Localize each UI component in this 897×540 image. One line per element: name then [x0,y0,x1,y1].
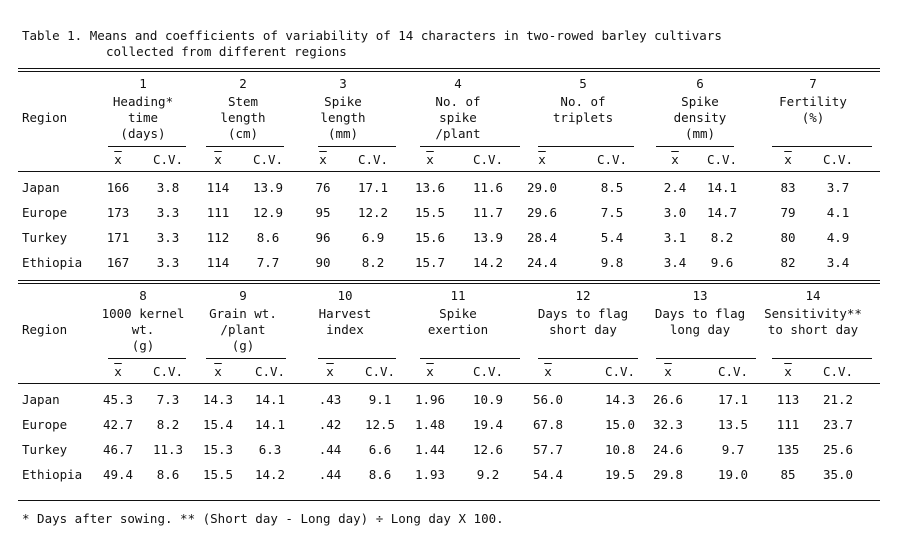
column-header-text: (%) [801,110,825,125]
cv-value: 8.6 [256,230,280,245]
column-number: 9 [239,288,247,303]
cv-label: C.V. [822,364,854,379]
cv-value: 4.1 [826,205,850,220]
mean-value: 56.0 [532,392,564,407]
region-name: Europe [22,417,68,432]
column-number: 3 [339,76,347,91]
mean-value: 24.6 [652,442,684,457]
mean-label: $\overline{x}$ [538,152,546,167]
column-header-text: density [673,110,727,125]
column-header-text: (cm) [227,126,259,141]
cv-value: 12.2 [357,205,389,220]
column-number: 5 [579,76,587,91]
mean-value: 15.5 [414,205,446,220]
cv-value: 10.8 [604,442,636,457]
mean-label: $\overline{x}$ [664,364,672,379]
mean-value: 111 [776,417,800,432]
column-header-text: Heading* [112,94,174,109]
cv-label: C.V. [822,152,854,167]
mean-label: $\overline{x}$ [114,152,122,167]
mean-value: 49.4 [102,467,134,482]
cv-label: C.V. [357,152,389,167]
mean-value: 79 [780,205,796,220]
cv-value: 19.4 [472,417,504,432]
table-top-rule-a [18,68,880,69]
mean-value: .43 [318,392,342,407]
mean-label: $\overline{x}$ [544,364,552,379]
column-group-underline [318,146,396,147]
mean-value: 114 [206,255,230,270]
column-header-text: (mm) [327,126,359,141]
cv-value: 10.9 [472,392,504,407]
cv-value: 7.3 [156,392,180,407]
cv-value: 9.8 [600,255,624,270]
cv-value: 8.6 [368,467,392,482]
column-header-text: 1000 kernel [101,306,185,321]
mean-value: 15.4 [202,417,234,432]
table-top-rule-b [18,283,880,284]
mean-value: 46.7 [102,442,134,457]
column-header-text: (mm) [684,126,716,141]
mean-value: 15.7 [414,255,446,270]
cv-value: 15.0 [604,417,636,432]
mean-value: 85 [780,467,796,482]
column-header-text: exertion [427,322,489,337]
mean-value: 96 [315,230,331,245]
mean-label: $\overline{x}$ [114,364,122,379]
mean-label: $\overline{x}$ [784,364,792,379]
cv-value: 9.1 [368,392,392,407]
cv-value: 9.2 [476,467,500,482]
cv-label: C.V. [152,364,184,379]
column-group-underline [420,146,520,147]
column-group-underline [420,358,520,359]
column-number: 7 [809,76,817,91]
mean-value: 45.3 [102,392,134,407]
cv-value: 35.0 [822,467,854,482]
mean-label: $\overline{x}$ [214,364,222,379]
mean-value: 83 [780,180,796,195]
mean-label: $\overline{x}$ [426,364,434,379]
cv-value: 9.6 [710,255,734,270]
cv-value: 19.0 [717,467,749,482]
column-header-text: Spike [324,94,362,109]
cv-value: 6.6 [368,442,392,457]
column-header-text: Days to flag [654,306,746,321]
mean-value: 171 [106,230,130,245]
mean-label: $\overline{x}$ [214,152,222,167]
column-group-underline [318,358,396,359]
cv-label: C.V. [604,364,636,379]
cv-value: 14.2 [254,467,286,482]
mean-value: 1.96 [414,392,446,407]
mean-label: $\overline{x}$ [784,152,792,167]
cv-value: 3.7 [826,180,850,195]
mean-value: 32.3 [652,417,684,432]
region-name: Ethiopia [22,467,83,482]
cv-label: C.V. [706,152,738,167]
cv-label: C.V. [472,364,504,379]
mean-value: 113 [776,392,800,407]
column-header-text: long day [669,322,731,337]
mean-value: 54.4 [532,467,564,482]
cv-value: 3.3 [156,255,180,270]
mean-value: 42.7 [102,417,134,432]
mean-value: 29.8 [652,467,684,482]
mean-value: .42 [318,417,342,432]
mean-value: 90 [315,255,331,270]
column-header-text: length [220,110,266,125]
region-name: Europe [22,205,68,220]
cv-value: 9.7 [721,442,745,457]
column-header-text: short day [549,322,617,337]
column-header-text: Fertility [779,94,847,109]
mean-value: 166 [106,180,130,195]
column-header-text: /plant [220,322,266,337]
cv-value: 13.9 [472,230,504,245]
column-group-underline [656,146,734,147]
region-name: Japan [22,180,60,195]
cv-label: C.V. [596,152,628,167]
column-number: 13 [692,288,708,303]
mean-value: 76 [315,180,331,195]
column-header-text: No. of [435,94,481,109]
column-number: 11 [450,288,466,303]
column-header-text: (days) [120,126,166,141]
cv-value: 17.1 [717,392,749,407]
column-header-text: to short day [767,322,859,337]
column-number: 12 [575,288,591,303]
cv-value: 3.4 [826,255,850,270]
mean-value: 1.44 [414,442,446,457]
mean-value: 95 [315,205,331,220]
mean-value: 29.6 [526,205,558,220]
table-caption-line2: collected from different regions [106,44,347,59]
cv-value: 14.3 [604,392,636,407]
region-name: Turkey [22,442,68,457]
cv-value: 17.1 [357,180,389,195]
mean-value: 29.0 [526,180,558,195]
table-header-rule [18,171,880,172]
column-number: 2 [239,76,247,91]
cv-value: 6.9 [361,230,385,245]
mean-value: 15.6 [414,230,446,245]
column-header-text: Days to flag [537,306,629,321]
column-group-underline [538,358,638,359]
cv-value: 8.2 [156,417,180,432]
column-number: 10 [337,288,353,303]
column-header-text: Spike [439,306,477,321]
cv-value: 4.9 [826,230,850,245]
cv-value: 7.5 [600,205,624,220]
cv-value: 8.2 [361,255,385,270]
mean-value: .44 [318,467,342,482]
region-header: Region [22,322,68,337]
column-group-underline [772,358,872,359]
mean-value: 114 [206,180,230,195]
column-group-underline [108,146,186,147]
cv-label: C.V. [252,152,284,167]
cv-label: C.V. [254,364,286,379]
region-name: Ethiopia [22,255,83,270]
table-top-rule-a [18,280,880,281]
mean-value: 26.6 [652,392,684,407]
column-number: 8 [139,288,147,303]
column-header-text: time [127,110,159,125]
cv-value: 14.1 [706,180,738,195]
column-number: 1 [139,76,147,91]
column-header-text: Stem [227,94,259,109]
cv-value: 14.1 [254,417,286,432]
cv-value: 14.7 [706,205,738,220]
region-header: Region [22,110,68,125]
cv-value: 12.9 [252,205,284,220]
mean-value: 3.0 [663,205,687,220]
cv-value: 21.2 [822,392,854,407]
mean-value: 13.6 [414,180,446,195]
cv-value: 12.5 [364,417,396,432]
column-header-text: /plant [435,126,481,141]
column-group-underline [108,358,186,359]
column-header-text: Spike [681,94,719,109]
column-header-text: (g) [231,338,255,353]
column-header-text: (g) [131,338,155,353]
cv-value: 23.7 [822,417,854,432]
mean-value: 111 [206,205,230,220]
footnote: * Days after sowing. ** (Short day - Long day) ÷ Long day X 100. [22,511,504,526]
column-group-underline [206,358,286,359]
mean-value: 57.7 [532,442,564,457]
mean-value: 15.5 [202,467,234,482]
mean-value: 28.4 [526,230,558,245]
cv-value: 11.6 [472,180,504,195]
cv-value: 8.5 [600,180,624,195]
column-header-text: index [326,322,364,337]
cv-label: C.V. [364,364,396,379]
mean-value: 15.3 [202,442,234,457]
column-number: 4 [454,76,462,91]
cv-value: 8.6 [156,467,180,482]
mean-label: $\overline{x}$ [671,152,679,167]
column-number: 6 [696,76,704,91]
column-header-text: No. of [560,94,606,109]
mean-value: 3.4 [663,255,687,270]
mean-value: 1.93 [414,467,446,482]
mean-value: 135 [776,442,800,457]
cv-value: 11.3 [152,442,184,457]
mean-value: .44 [318,442,342,457]
mean-value: 167 [106,255,130,270]
mean-value: 3.1 [663,230,687,245]
mean-label: $\overline{x}$ [426,152,434,167]
table-bottom-rule [18,500,880,501]
column-number: 14 [805,288,821,303]
cv-value: 8.2 [710,230,734,245]
table-header-rule [18,383,880,384]
table-caption-line1: Table 1. Means and coefficients of variability of 14 characters in two-rowed barley cultivars [22,28,722,43]
region-name: Japan [22,392,60,407]
mean-value: 2.4 [663,180,687,195]
cv-value: 13.9 [252,180,284,195]
table-top-rule-b [18,71,880,72]
cv-value: 6.3 [258,442,282,457]
column-header-text: Grain wt. [209,306,277,321]
column-group-underline [538,146,634,147]
cv-label: C.V. [717,364,749,379]
cv-value: 13.5 [717,417,749,432]
column-header-text: Sensitivity** [764,306,862,321]
cv-value: 14.2 [472,255,504,270]
cv-value: 3.3 [156,205,180,220]
mean-value: 112 [206,230,230,245]
column-group-underline [206,146,284,147]
cv-label: C.V. [152,152,184,167]
column-header-text: length [320,110,366,125]
cv-label: C.V. [472,152,504,167]
column-header-text: triplets [552,110,614,125]
cv-value: 14.1 [254,392,286,407]
mean-label: $\overline{x}$ [326,364,334,379]
mean-value: 1.48 [414,417,446,432]
cv-value: 25.6 [822,442,854,457]
mean-value: 67.8 [532,417,564,432]
column-header-text: Harvest [318,306,372,321]
cv-value: 5.4 [600,230,624,245]
mean-label: $\overline{x}$ [319,152,327,167]
cv-value: 3.3 [156,230,180,245]
column-group-underline [772,146,872,147]
region-name: Turkey [22,230,68,245]
mean-value: 80 [780,230,796,245]
mean-value: 24.4 [526,255,558,270]
mean-value: 14.3 [202,392,234,407]
cv-value: 7.7 [256,255,280,270]
mean-value: 82 [780,255,796,270]
cv-value: 3.8 [156,180,180,195]
column-group-underline [656,358,756,359]
mean-value: 173 [106,205,130,220]
cv-value: 12.6 [472,442,504,457]
column-header-text: wt. [131,322,155,337]
column-header-text: spike [439,110,477,125]
cv-value: 19.5 [604,467,636,482]
cv-value: 11.7 [472,205,504,220]
